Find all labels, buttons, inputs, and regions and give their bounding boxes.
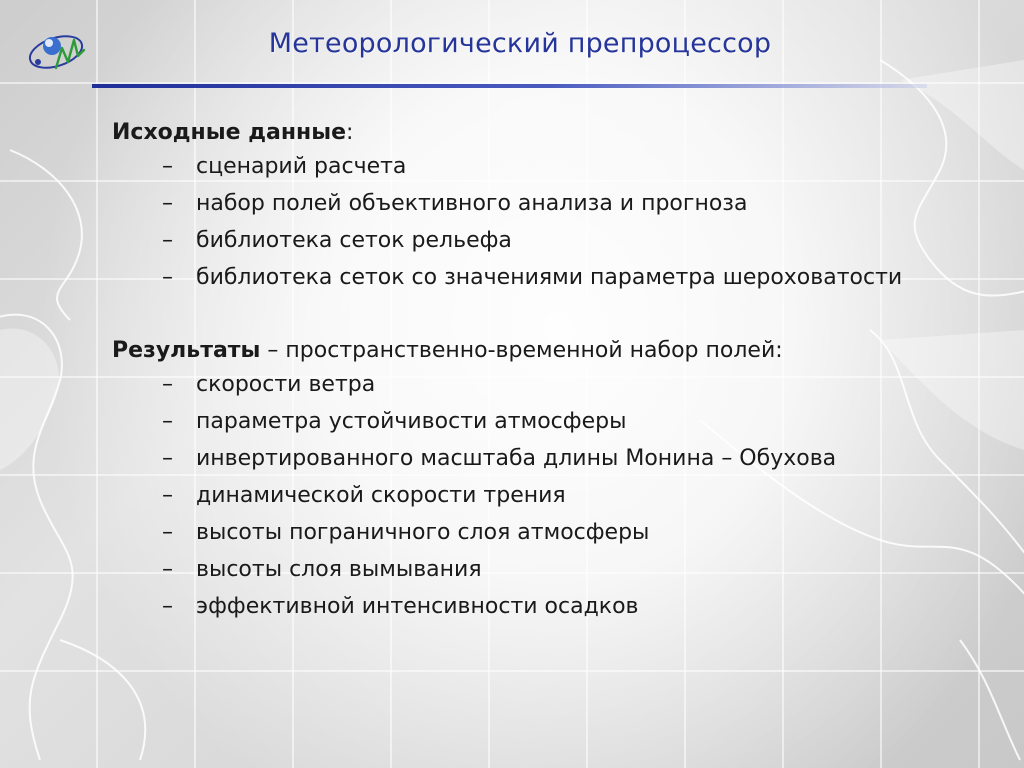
bullet-dash: – [162, 372, 173, 397]
list-item [112, 407, 932, 437]
list-item-text: высоты пограничного слоя атмосферы [196, 520, 650, 545]
section-spacer [112, 300, 932, 336]
list-item-text: библиотека сеток рельефа [196, 228, 512, 253]
list-item [112, 263, 932, 293]
list-item [112, 555, 932, 585]
inputs-heading [112, 118, 932, 148]
list-item-text: инвертированного масштаба длины Монина – Обухова [196, 446, 837, 471]
bullet-dash: – [162, 191, 173, 216]
bullet-dash: – [162, 228, 173, 253]
inputs-heading-suffix: : [346, 120, 354, 145]
list-item [112, 189, 932, 219]
bullet-dash: – [162, 409, 173, 434]
title-underline [92, 84, 927, 88]
results-heading-label: Результаты [112, 338, 261, 363]
bullet-dash: – [162, 483, 173, 508]
bullet-dash: – [162, 594, 173, 619]
globe-logo-icon [26, 26, 96, 78]
list-item [112, 444, 932, 474]
list-item-text: эффективной интенсивности осадков [196, 594, 639, 619]
bullet-dash: – [162, 557, 173, 582]
results-heading [112, 336, 932, 366]
list-item [112, 481, 932, 511]
results-list [112, 370, 932, 622]
list-item [112, 226, 932, 256]
list-item [112, 152, 932, 182]
list-item [112, 370, 932, 400]
list-item-text: динамической скорости трения [196, 483, 566, 508]
list-item-text: параметра устойчивости атмосферы [196, 409, 627, 434]
list-item-text: скорости ветра [196, 372, 376, 397]
list-item-text: библиотека сеток со значениями параметра шероховатости [196, 265, 903, 290]
bullet-dash: – [162, 520, 173, 545]
bullet-dash: – [162, 446, 173, 471]
list-item-text: сценарий расчета [196, 154, 407, 179]
logo [26, 26, 96, 78]
bullet-dash: – [162, 154, 173, 179]
slide-title: Метеорологический препроцессор [268, 28, 772, 59]
list-item-text: высоты слоя вымывания [196, 557, 482, 582]
results-heading-suffix: – пространственно-временной набор полей: [260, 338, 783, 363]
list-item [112, 592, 932, 622]
list-item-text: набор полей объективного анализа и прогноза [196, 191, 748, 216]
slide-content [112, 118, 932, 629]
inputs-heading-label: Исходные данные [112, 120, 347, 145]
inputs-list [112, 152, 932, 293]
list-item [112, 518, 932, 548]
bullet-dash: – [162, 265, 173, 290]
